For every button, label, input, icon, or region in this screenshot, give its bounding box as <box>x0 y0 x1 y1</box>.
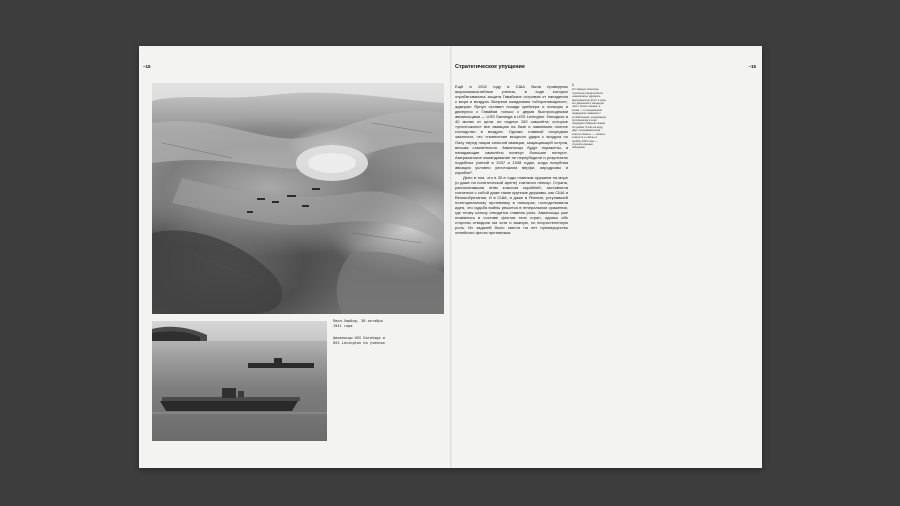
pearl-harbor-aerial-photo <box>152 83 444 314</box>
footnote <box>572 84 606 150</box>
book-gutter <box>450 46 452 468</box>
footnote-number: 1 <box>572 83 574 87</box>
aircraft-carriers-photo <box>152 321 327 441</box>
body-text <box>455 84 568 235</box>
body-paragraph: Дело в том, что в 30-е годы главным оружием на море (и даже на политической арене) считался линкор. Страна, располагавшая этим классом кораблей, заставляла считаться с собой даже такие крупные державы, как США и Великобритания. И в США, и даже в Японии, уступавшей потенциальному противнику в линкорах, господствовала идея, что судьба войны решится в генеральном сражении, где этому классу отводится главная роль. Авианосцы уже появились в составе флотов этих стран, однако обе стороны отводили им хотя и важную, но второстепенную роль. Их задачей было свести на нет преимущество линейного флота противника. <box>455 174 568 236</box>
aerial-photo-caption: Перл-Харбор, 30 октября 1941 года <box>333 319 383 328</box>
body-paragraph: Ещё в 1932 году в США были проведены широкомасштабные учения, в ходе которых отрабатывалась защита Гавайских островов от нападения с моря и воздуха. Вопреки ожиданиям «обороняющихся», адмирал Ярнул оставил позади крейсера и линкоры и двинулся к Гавайям только с двумя быстроходными авианосцами — USS Saratoga и USS Lexington. Находясь в 40 милях от цели, он поднял 152 самолёта, которые «уничтожили» все авиацию на базе и завоевали полное господство в воздухе. Однако главный посредник заключил, что «нанесение мощного удара с воздуха по Оаху перед лицом сильной авиации, защищающей остров, весьма сомнительно. Авианосцы будут поражены, а нападающие самолёты понесут большие потери». Американское командование не переубедили и результаты подобных учений в 1937 и 1938 годах, когда палубная авиация условно уничтожала верфи, аэродромы и корабли¹. <box>455 84 568 175</box>
chapter-heading: Стратегическое упущение <box>455 64 525 70</box>
book-spread <box>139 46 762 468</box>
left-page-number: –15 <box>143 64 151 69</box>
footnote-text: Отставшую японскую стратегию предполагала «внезапное» удержать американскую флот в ходе его движения в западную часть Тихого океана, а затем — в генеральном надводном сражении с ослабленным, изнурённым противником в зоне подходов к Маршалловым островам. Отказ на воду двух суперавианосцев класса «Акаги» — «Акаги» в августе и «Кага» в ноябре 1941 года — служила данные обещание. <box>572 88 606 150</box>
carriers-photo-caption: Авианосцы USS Saratoga и USS Lexington на учениях <box>333 336 385 345</box>
right-page-number: –15 <box>748 64 756 69</box>
